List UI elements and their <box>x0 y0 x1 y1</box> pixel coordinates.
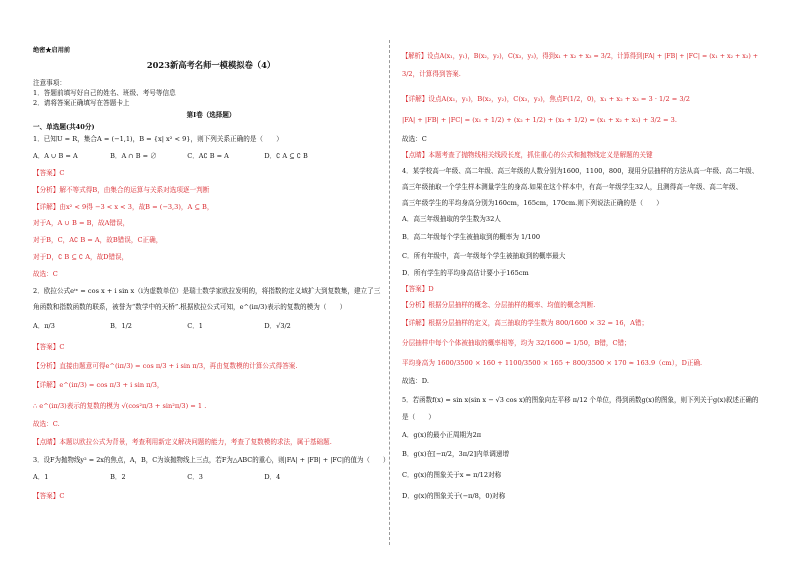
question-1-line: 对于A，A ∪ B = B，故A错误， <box>33 219 130 227</box>
question-5-option-c: C．g(x)的图象关于x = π/12对称 <box>402 471 502 479</box>
question-4-detail: 分层抽样中每个个体被抽取的概率相等，均为 32/1600 = 1/50，B错，C错； <box>402 339 631 347</box>
option-b: B．A ∩ B = ∅ <box>110 152 157 160</box>
question-4-analysis: 【分析】根据分层抽样的概念、分层抽样的概率、均值的概念判断. <box>402 301 596 309</box>
option-c: C．3 <box>187 473 203 481</box>
question-2-stem-cont: 角函数和指数函数的联系，被誉为“数学中的天桥”.根据欧拉公式可知，e^(iπ/3)表示的复数的模为（ ） <box>33 303 347 311</box>
question-1-line: 对于D，∁ B ⊆ ∁ A，故D错误， <box>33 253 129 261</box>
question-3-solution: 【解析】设点A(x₁，y₁)，B(x₂，y₂)，C(x₃，y₃)，得到x₁ + x₂ + x₃ = 3/2，计算得到|FA| + |FB| + |FC| = (x₁ + x₂ + x₃) + <box>402 52 759 60</box>
question-2-comment: 【点睛】本题以欧拉公式为背景，考查利用新定义解决问题的能力，考查了复数模的求法，属于基础题. <box>33 438 332 446</box>
question-4-stem-cont: 高三年级学生的平均身高分别为160cm，165cm，170cm.则下列说法正确的是（ ） <box>402 199 663 207</box>
question-5-option-a: A．g(x)的最小正周期为2π <box>402 431 482 439</box>
question-3-conclusion: 故选：C <box>402 135 427 143</box>
option-d: D．4 <box>264 473 281 481</box>
secret-label: 绝密★启用前 <box>33 47 71 54</box>
question-3-comment: 【点睛】本题考查了抛物线相关线段长度，抓住重心的公式和抛物线定义是解题的关键 <box>402 151 653 159</box>
left-column <box>33 0 393 562</box>
option-a: A．π/3 <box>33 322 55 330</box>
part-title: 一、单选题(共40分) <box>33 123 95 131</box>
question-2-detail: 【详解】e^(iπ/3) = cos π/3 + i sin π/3， <box>33 381 164 389</box>
question-2-answer: 【答案】C <box>33 343 65 351</box>
question-5-stem-cont: 是（ ） <box>402 413 435 421</box>
option-a: A．1 <box>33 473 49 481</box>
question-3-detail: 【详解】设点A(x₁，y₁)，B(x₂，y₂)，C(x₃，y₃)，焦点F(1/2，0)，x₁ + x₂ + x₃ = 3 · 1/2 = 3/2 <box>402 95 690 103</box>
option-b: B．2 <box>110 473 126 481</box>
notes-item: 2．请将答案正确填写在答题卡上 <box>33 99 130 107</box>
option-c: C．A∁ B = A <box>187 152 229 160</box>
question-4-option-d: D．所有学生的平均身高估计要小于165cm <box>402 269 529 277</box>
question-5-option-d: D．g(x)的图象关于(−π/8，0)对称 <box>402 492 506 500</box>
question-4-detail: 平均身高为 1600/3500 × 160 + 1100/3500 × 165 + 800/3500 × 170 ≈ 163.9（cm），D正确. <box>402 359 703 367</box>
question-3-solution-cont: 3/2，计算得到答案. <box>402 70 461 78</box>
question-4-option-c: C．所有年级中，高一年级每个学生被抽取到的概率最大 <box>402 252 566 260</box>
question-4-answer: 【答案】D <box>402 285 434 293</box>
exam-title: 2023新高考名师一模模拟卷（4） <box>146 60 276 70</box>
question-3-answer: 【答案】C <box>33 492 65 500</box>
question-3-options <box>33 473 389 481</box>
question-3-stem: 3．设F为抛物线y² = 2x的焦点，A，B，C为该抛物线上三点，若F为△ABC的重心，则|FA| + |FB| + |FC|的值为（ ） <box>33 456 390 464</box>
question-4-detail: 【详解】根据分层抽样的定义，高三抽取的学生数为 800/1600 × 32 = 16，A错； <box>402 319 649 327</box>
option-a: A．A ∪ B = A <box>33 152 78 160</box>
question-2-detail-cont: ∴ e^(iπ/3)表示的复数的模为 √(cos²π/3 + sin²π/3) = 1 . <box>33 402 207 410</box>
question-4-stem-cont: 高三年级抽取一个学生样本测量学生的身高.如果在这个样本中，有高一年级学生32人，且测得高一年级、高二年级、 <box>402 183 743 191</box>
question-3-detail-cont: |FA| + |FB| + |FC| = (x₁ + 1/2) + (x₂ + 1/2) + (x₃ + 1/2) = (x₁ + x₂ + x₃) + 3/2 = 3. <box>402 116 677 124</box>
question-1-options <box>33 152 389 160</box>
question-1-line: 故选：C <box>33 270 58 278</box>
question-5-option-b: B．g(x)在[−π/2，3π/2]内单调递增 <box>402 450 510 458</box>
question-4-conclusion: 故选：D. <box>402 377 429 385</box>
question-2-options <box>33 322 389 330</box>
question-2-stem: 2．欧拉公式eⁱˣ = cos x + i sin x（i为虚数单位）是瑞士数学家欧拉发明的，将指数的定义域扩大到复数集，建立了三 <box>33 287 381 295</box>
question-1-stem: 1．已知U = R，集合A = (−1,1)，B = {x| x² < 9}，则下列关系正确的是（ ） <box>33 135 283 143</box>
option-d: D．√3/2 <box>264 322 291 330</box>
question-1-line: 对于B，C，A∁ B = A，故B错误，C正确， <box>33 236 163 244</box>
option-c: C．1 <box>187 322 203 330</box>
question-4-option-b: B．高二年级每个学生被抽取到的概率为 1/100 <box>402 233 541 241</box>
question-2-analysis: 【分析】直接由题意可得e^(iπ/3) = cos π/3 + i sin π/3，再由复数模的计算公式得答案. <box>33 362 298 370</box>
volume-title: 第I卷（选择题） <box>186 111 236 119</box>
notes-heading: 注意事项： <box>33 79 66 87</box>
right-column <box>402 0 762 562</box>
option-b: B．1/2 <box>110 322 132 330</box>
question-1-detail: 【详解】由x² < 9得 −3 < x < 3，故B = (−3,3)，A ⊆ B， <box>33 203 214 211</box>
notes-item: 1．答题前填写好自己的姓名、班级、考号等信息 <box>33 89 176 97</box>
question-2-conclusion: 故选：C. <box>33 420 60 428</box>
question-1-answer: 【答案】C <box>33 169 65 177</box>
question-4-option-a: A．高三年级抽取的学生数为32人 <box>402 215 501 223</box>
option-d: D．∁ A ⊆ ∁ B <box>264 152 308 160</box>
question-4-stem: 4．某学校高一年级、高二年级、高三年级的人数分别为1600，1100，800，现用分层抽样的方法从高一年级、高二年级、 <box>402 167 759 175</box>
column-divider <box>389 40 390 545</box>
question-1-analysis: 【分析】解不等式得B，由集合的运算与关系对选项逐一判断 <box>33 186 210 194</box>
question-5-stem: 5．若函数f(x) = sin x(sin x − √3 cos x)的图象向左平移 π/12 个单位，得到函数g(x)的图象，则下列关于g(x)叙述正确的 <box>402 396 759 404</box>
